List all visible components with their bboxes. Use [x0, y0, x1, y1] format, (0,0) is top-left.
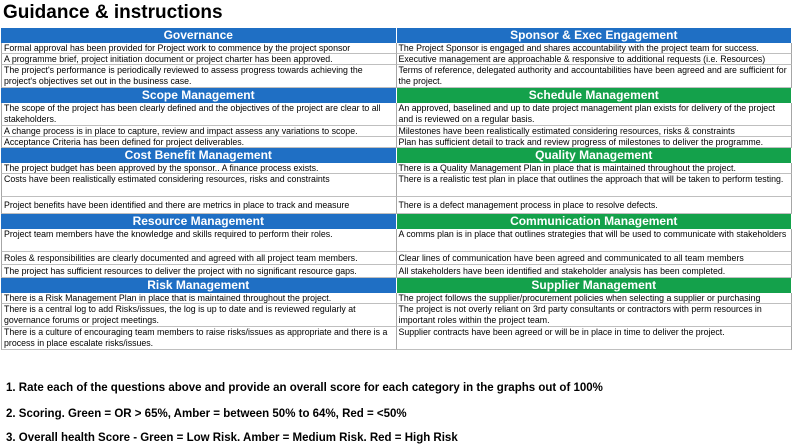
table-row	[1, 197, 792, 214]
table-cell: All stakeholders have been identified and stakeholder analysis has been completed.	[397, 265, 793, 278]
table-cell: Formal approval has been provided for Project work to commence by the project sponsor	[1, 43, 397, 54]
table-cell: There is a culture of encouraging team members to raise risks/issues as appropriate and there is a process in place escalate risks/issues.	[1, 327, 397, 350]
table-cell: There is a defect management process in place to resolve defects.	[397, 197, 793, 214]
header-governance: Governance	[1, 28, 397, 43]
table-cell: Milestones have been realistically estimated considering resources, risks & constraints	[397, 126, 793, 137]
table-cell: A comms plan is in place that outlines strategies that will be used to communicate with stakeholders	[397, 229, 793, 252]
table-cell: Plan has sufficient detail to track and review progress of milestones to deliver the programme.	[397, 137, 793, 148]
table-cell: The project's performance is periodically reviewed to assess progress towards achieving the project's objectives set out in the business case.	[1, 65, 397, 88]
section-header-row	[1, 278, 792, 293]
table-cell: A change process is in place to capture, review and impact assess any variations to scope.	[1, 126, 397, 137]
table-row	[1, 163, 792, 174]
table-cell: Roles & responsibilities are clearly documented and agreed with all project team members.	[1, 252, 397, 265]
table-cell: An approved, baselined and up to date project management plan exists for delivery of the project and is reviewed on a regular basis.	[397, 103, 793, 126]
table-cell: Project benefits have been identified and there are metrics in place to track and measure	[1, 197, 397, 214]
table-row	[1, 126, 792, 137]
table-cell: The Project Sponsor is engaged and shares accountability with the project team for success.	[397, 43, 793, 54]
table-row	[1, 103, 792, 126]
table-cell: Executive management are approachable & responsive to additional requests (i.e. Resources)	[397, 54, 793, 65]
header-cost-benefit-management: Cost Benefit Management	[1, 148, 397, 163]
section-header-row	[1, 28, 792, 43]
section-header-row	[1, 88, 792, 103]
header-quality-management: Quality Management	[397, 148, 793, 163]
table-cell: Acceptance Criteria has been defined for project deliverables.	[1, 137, 397, 148]
header-sponsor-exec-engagement: Sponsor & Exec Engagement	[397, 28, 793, 43]
table-cell: There is a Quality Management Plan in place that is maintained throughout the project.	[397, 163, 793, 174]
table-row	[1, 54, 792, 65]
table-cell: A programme brief, project initiation document or project charter has been approved.	[1, 54, 397, 65]
table-row	[1, 327, 792, 350]
table-cell: Project team members have the knowledge and skills required to perform their roles.	[1, 229, 397, 252]
header-schedule-management: Schedule Management	[397, 88, 793, 103]
table-cell: Clear lines of communication have been agreed and communicated to all team members	[397, 252, 793, 265]
instruction-3: 3. Overall health Score - Green = Low Risk. Amber = Medium Risk. Red = High Risk	[6, 432, 458, 444]
table-cell: The project budget has been approved by the sponsor.. A finance process exists.	[1, 163, 397, 174]
table-row	[1, 65, 792, 88]
table-cell: The project follows the supplier/procurement policies when selecting a supplier or purchasing	[397, 293, 793, 304]
table-cell: The project is not overly reliant on 3rd party consultants or contractors with perm resources in important roles within the project team.	[397, 304, 793, 327]
table-row	[1, 293, 792, 304]
header-scope-management: Scope Management	[1, 88, 397, 103]
page-title: Guidance & instructions	[3, 2, 223, 23]
table-row	[1, 137, 792, 148]
header-resource-management: Resource Management	[1, 214, 397, 229]
table-cell: Costs have been realistically estimated considering resources, risks and constraints	[1, 174, 397, 197]
table-cell: Supplier contracts have been agreed or will be in place in time to deliver the project.	[397, 327, 793, 350]
instruction-2: 2. Scoring. Green = OR > 65%, Amber = between 50% to 64%, Red = <50%	[6, 408, 407, 420]
table-row	[1, 252, 792, 265]
table-row	[1, 174, 792, 197]
table-cell: There is a Risk Management Plan in place that is maintained throughout the project.	[1, 293, 397, 304]
header-supplier-management: Supplier Management	[397, 278, 793, 293]
header-risk-management: Risk Management	[1, 278, 397, 293]
instruction-1: 1. Rate each of the questions above and provide an overall score for each category in the graphs out of 100%	[6, 382, 603, 394]
table-row	[1, 43, 792, 54]
table-row	[1, 229, 792, 252]
table-cell: There is a realistic test plan in place that outlines the approach that will be taken to perform testing.	[397, 174, 793, 197]
table-cell: Terms of reference, delegated authority and accountabilities have been agreed and are sufficient for the project.	[397, 65, 793, 88]
table-row	[1, 304, 792, 327]
section-header-row	[1, 148, 792, 163]
section-header-row	[1, 214, 792, 229]
table-row	[1, 265, 792, 278]
header-communication-management: Communication Management	[397, 214, 793, 229]
table-cell: The project has sufficient resources to deliver the project with no significant resource gaps.	[1, 265, 397, 278]
guidance-table	[1, 28, 792, 350]
table-cell: The scope of the project has been clearly defined and the objectives of the project are clear to all stakeholders.	[1, 103, 397, 126]
table-cell: There is a central log to add Risks/issues, the log is up to date and is reviewed regularly at governance forums or project meetings.	[1, 304, 397, 327]
